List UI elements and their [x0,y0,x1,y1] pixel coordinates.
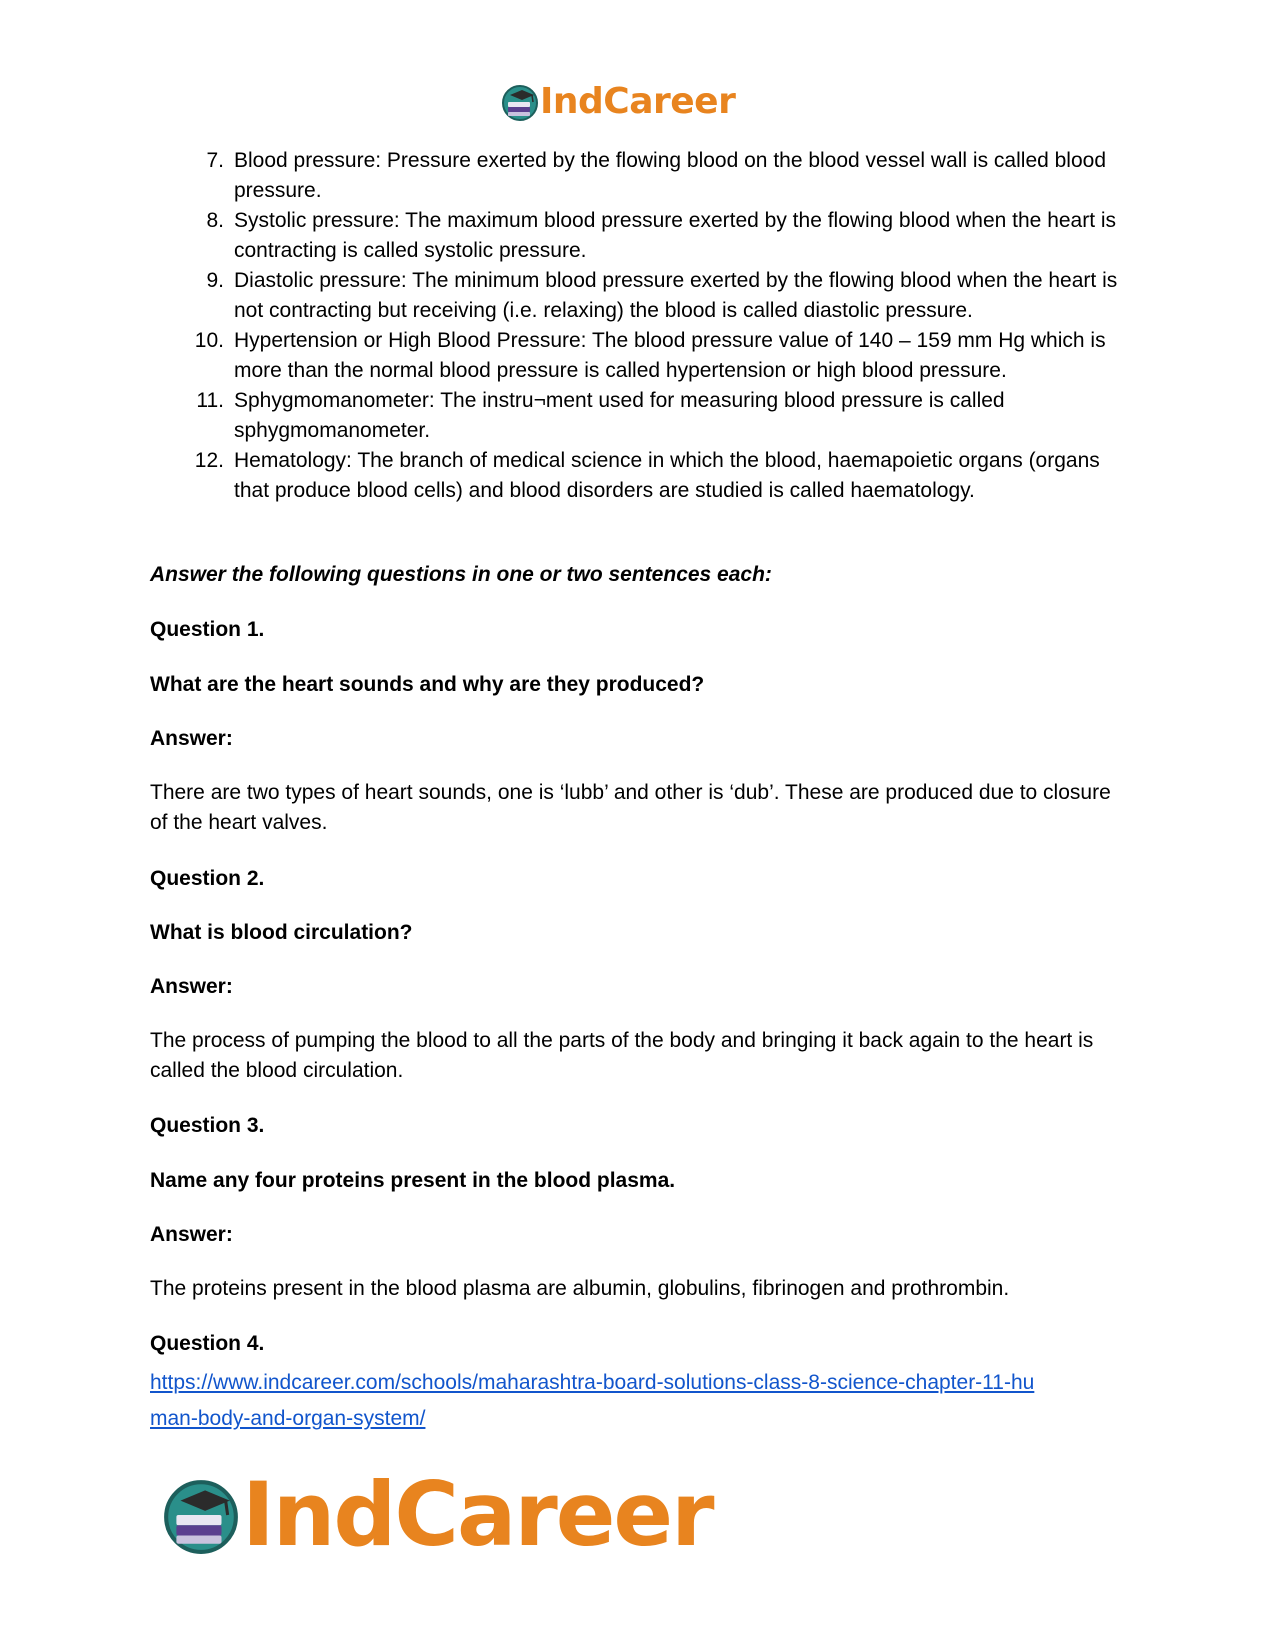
list-item [182,206,1122,266]
list-number: 12. [194,449,224,472]
list-item [182,446,1122,506]
answer-3-label: Answer: [150,1223,233,1246]
list-item [182,266,1122,326]
question-4-label: Question 4. [150,1332,265,1355]
list-text: Sphygmomanometer: The instru¬ment used for measuring blood pressure is called sphygmomanometer. [234,389,1005,442]
logo-wordmark: IndCareer [242,1463,713,1566]
list-number: 7. [206,149,224,172]
answer-3-text: The proteins present in the blood plasma are albumin, globulins, fibrinogen and prothrombin. [150,1277,1010,1300]
list-text: Systolic pressure: The maximum blood pressure exerted by the flowing blood when the heart is contracting is called systolic pressure. [234,209,1117,262]
answer-2-text: The process of pumping the blood to all the parts of the body and bringing it back again to the heart is called the blood circulation. [150,1029,1094,1082]
list-item [182,146,1122,206]
question-2-text: What is blood circulation? [150,921,413,944]
question-2-label: Question 2. [150,867,265,890]
list-text: Hematology: The branch of medical science in which the blood, haemapoietic organs (organs that produce blood cells) and blood disorders are studied is called haematology. [234,449,1100,502]
globe-book-icon [160,1474,242,1556]
question-3-label: Question 3. [150,1114,265,1137]
answer-1-text: There are two types of heart sounds, one is ‘lubb’ and other is ‘dub’. These are produced due to closure of the heart valves. [150,781,1111,834]
list-number: 9. [206,269,224,292]
list-item [182,386,1122,446]
footer-link-line-1[interactable]: https://www.indcareer.com/schools/maharashtra-board-solutions-class-8-science-chapter-11-hu [150,1371,1035,1394]
section-heading: Answer the following questions in one or two sentences each: [150,563,772,586]
answer-2-label: Answer: [150,975,233,998]
logo-wordmark: IndCareer [540,81,736,122]
list-number: 8. [206,209,224,232]
list-text: Diastolic pressure: The minimum blood pressure exerted by the flowing blood when the heart is not contracting but receiving (i.e. relaxing) the blood is called diastolic pressure. [234,269,1118,322]
answer-1-label: Answer: [150,727,233,750]
footer-logo [160,1463,713,1566]
header-logo [500,80,735,124]
globe-book-icon [500,82,540,122]
list-text: Blood pressure: Pressure exerted by the flowing blood on the blood vessel wall is called blood pressure. [234,149,1107,202]
list-text: Hypertension or High Blood Pressure: The blood pressure value of 140 – 159 mm Hg which is more than the normal blood pressure is called hypertension or high blood pressure. [234,329,1106,382]
list-number: 10. [194,329,224,352]
question-1-label: Question 1. [150,618,265,641]
list-item [182,326,1122,386]
question-3-text: Name any four proteins present in the blood plasma. [150,1169,676,1192]
definitions-list [182,146,1122,506]
footer-link-line-2[interactable]: man-body-and-organ-system/ [150,1407,426,1430]
list-number: 11. [196,389,224,412]
question-1-text: What are the heart sounds and why are they produced? [150,673,705,696]
footer-link[interactable] [150,1365,1130,1437]
